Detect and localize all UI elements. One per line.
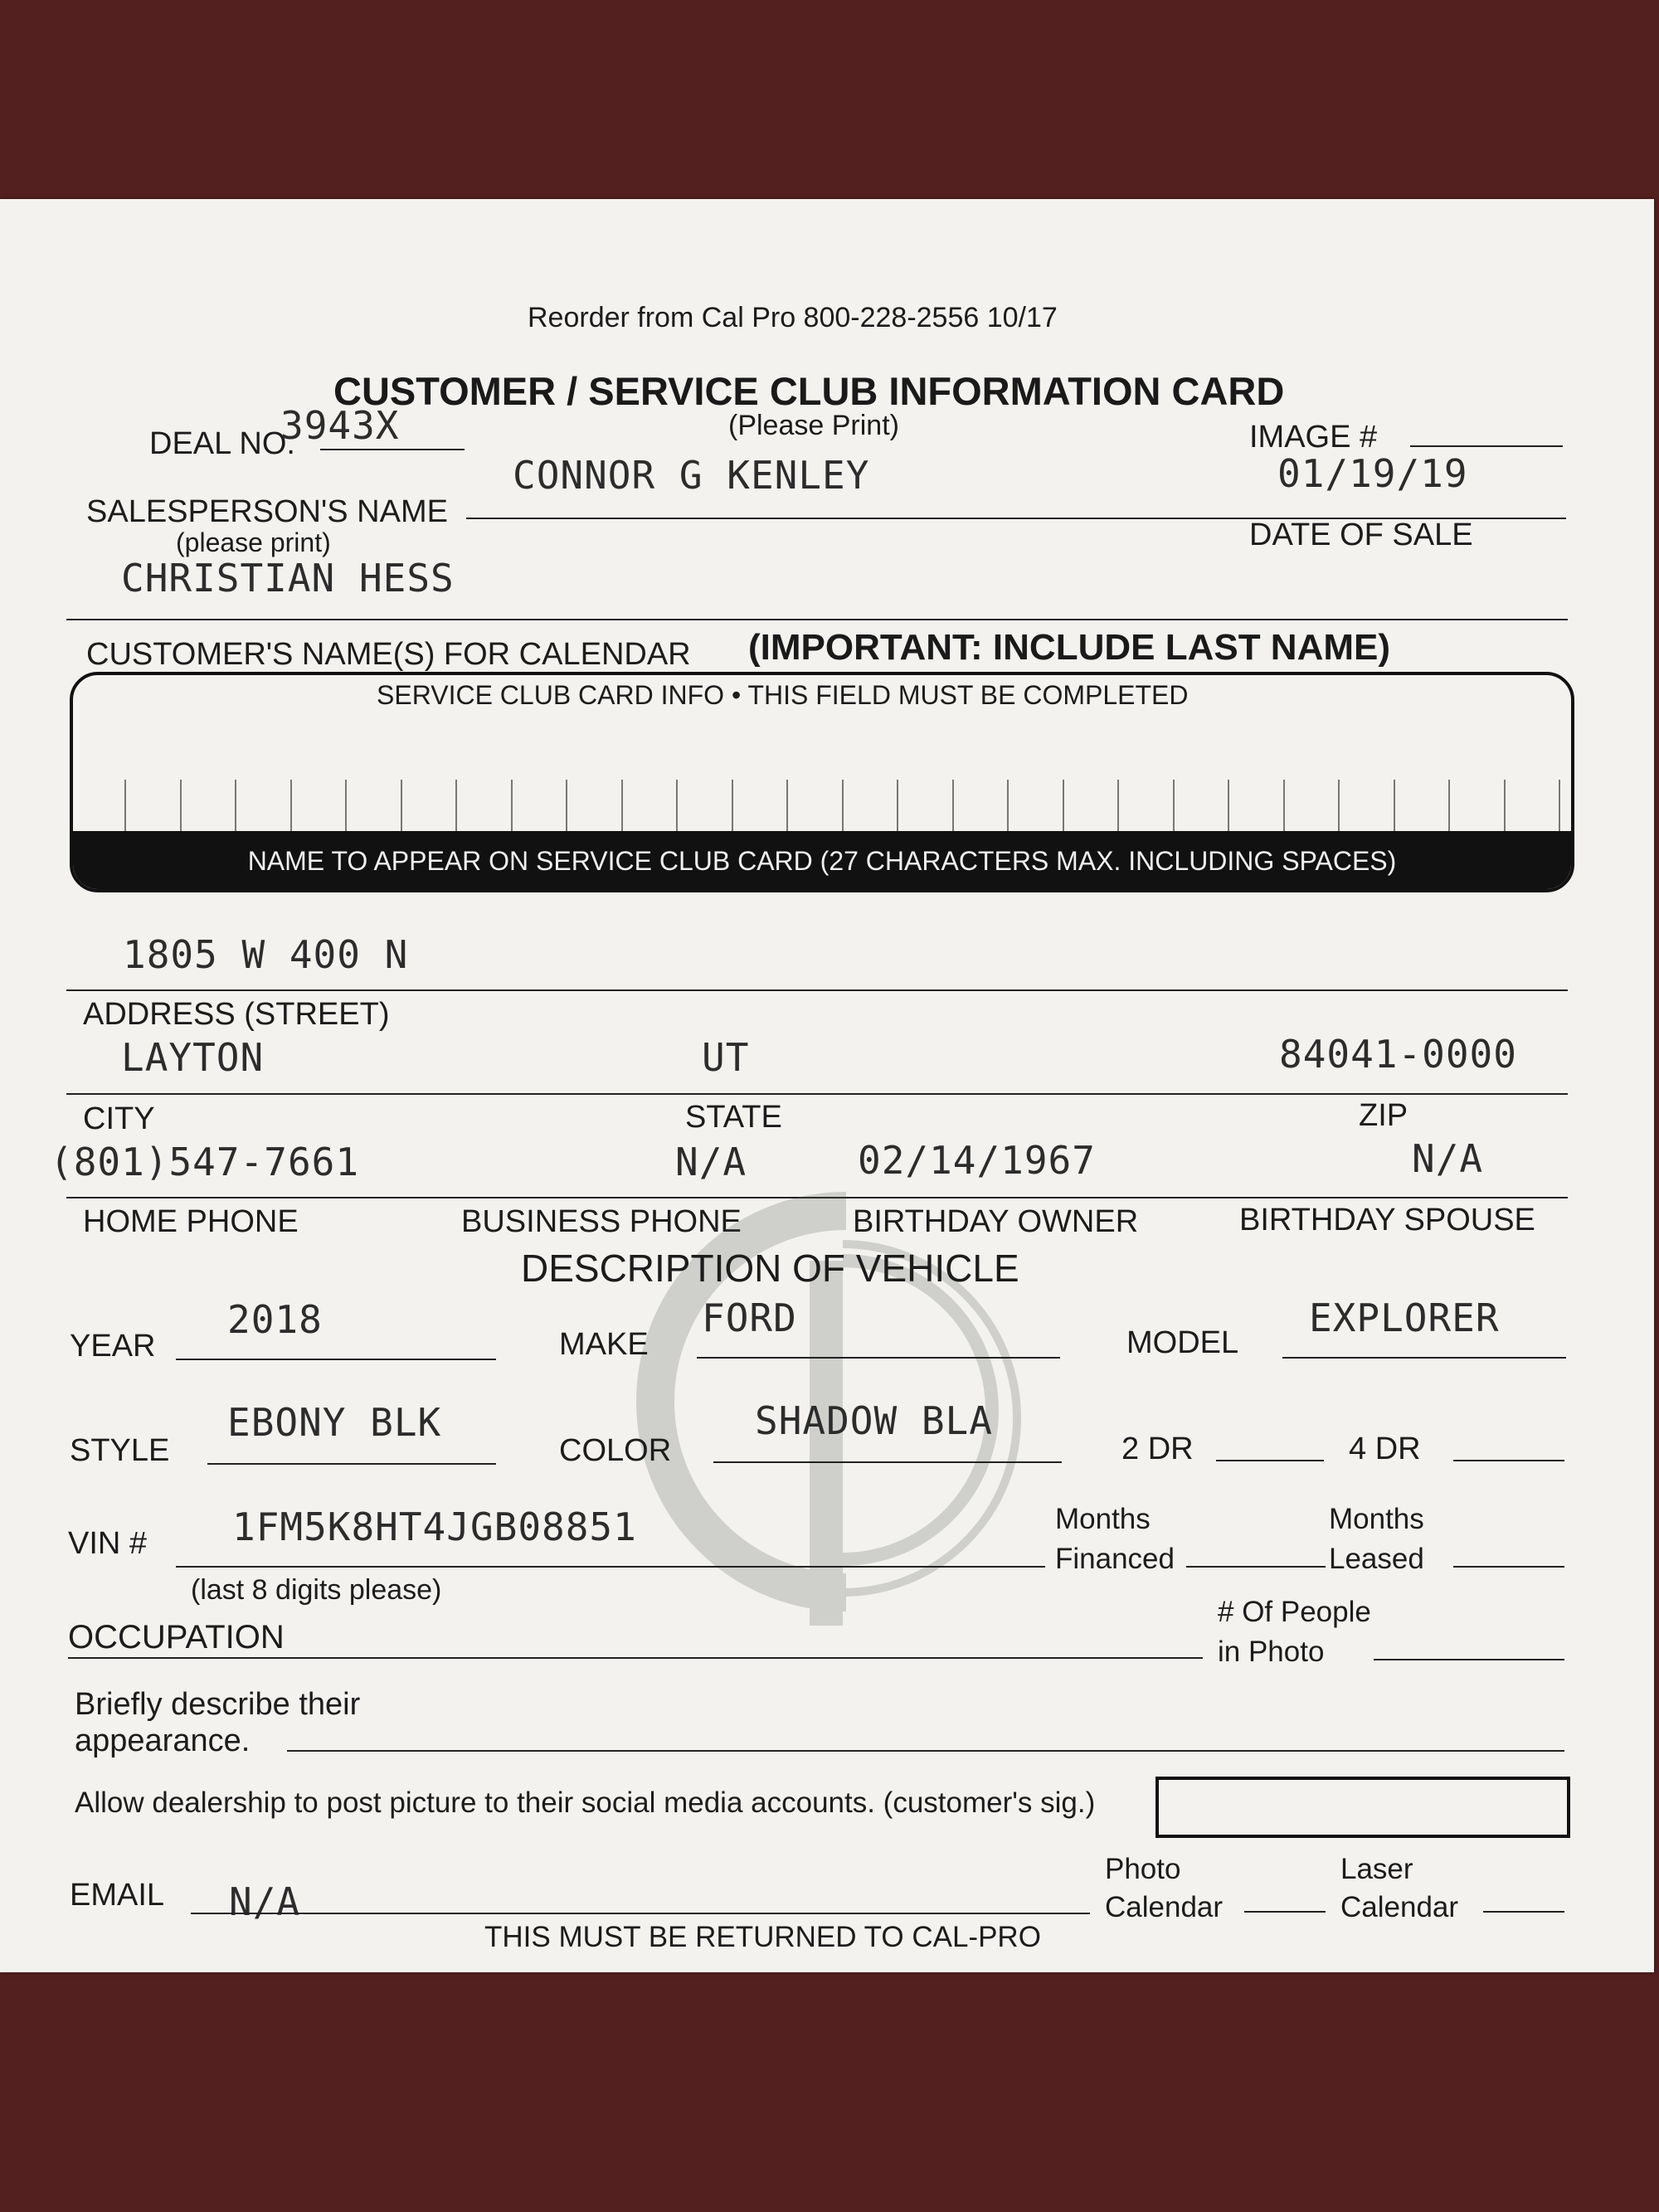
salesperson-bottom-line [66,619,1568,620]
model-label: MODEL [1126,1325,1239,1360]
character-tick [1283,780,1285,831]
image-no-line [1410,445,1563,447]
style-line [207,1463,496,1465]
vehicle-heading: DESCRIPTION OF VEHICLE [521,1247,1019,1290]
four-door-line[interactable] [1453,1460,1564,1461]
birthday-owner-value[interactable]: 02/14/1967 [858,1138,1096,1183]
return-notice: THIS MUST BE RETURNED TO CAL-PRO [484,1921,1041,1953]
character-tick [290,780,292,831]
color-label: COLOR [559,1433,672,1468]
city-value[interactable]: LAYTON [121,1035,265,1080]
service-club-info-label: SERVICE CLUB CARD INFO • THIS FIELD MUST BE COMPLETED [377,680,1189,710]
character-tick [1063,780,1064,831]
deal-no-line [320,449,465,450]
appearance-line[interactable] [287,1750,1564,1752]
make-value[interactable]: FORD [702,1296,797,1340]
character-tick [1007,780,1009,831]
character-tick [511,780,513,831]
appearance-label-2: appearance. [75,1723,251,1758]
months-financed-label-1: Months [1055,1503,1151,1535]
information-card [0,199,1654,1972]
email-line [191,1913,1090,1914]
character-tick [455,780,457,831]
date-of-sale-label: DATE OF SALE [1249,518,1473,552]
email-value[interactable]: N/A [229,1879,301,1924]
birthday-spouse-value[interactable]: N/A [1412,1136,1484,1181]
vin-label: VIN # [68,1526,148,1561]
reorder-info: Reorder from Cal Pro 800-228-2556 10/17 [528,302,1058,333]
character-tick [676,780,678,831]
character-tick [566,780,567,831]
deal-no-label: DEAL NO. [149,426,295,461]
please-print-small: (please print) [176,527,331,557]
people-in-photo-line[interactable] [1374,1659,1564,1660]
photo-calendar-label-2: Calendar [1105,1891,1224,1923]
vin-line [176,1566,1045,1568]
character-tick [1394,780,1395,831]
zip-value[interactable]: 84041-0000 [1279,1032,1517,1077]
occupation-label: OCCUPATION [68,1619,285,1655]
character-tick [1559,780,1560,831]
appearance-label-1: Briefly describe their [75,1687,361,1722]
address-line [66,989,1568,991]
vin-note: (last 8 digits please) [191,1574,442,1606]
character-tick [345,780,347,831]
home-phone-value[interactable]: (801)547-7661 [50,1140,360,1184]
months-financed-label-2: Financed [1055,1543,1175,1575]
character-tick [897,780,898,831]
email-label: EMAIL [70,1878,165,1913]
months-leased-line[interactable] [1453,1566,1564,1568]
color-line [713,1461,1062,1463]
customer-signature-box[interactable] [1155,1777,1570,1838]
card-title: CUSTOMER / SERVICE CLUB INFORMATION CARD [333,369,1285,413]
year-label: YEAR [70,1329,156,1364]
character-tick [786,780,788,831]
laser-calendar-label-2: Calendar [1340,1891,1459,1923]
customer-names-label: CUSTOMER'S NAME(S) FOR CALENDAR [86,637,691,672]
character-tick [124,780,126,831]
street-value[interactable]: 1805 W 400 N [123,932,409,977]
style-label: STYLE [70,1433,170,1468]
customer-name-value[interactable]: CONNOR G KENLEY [513,453,870,498]
months-financed-line[interactable] [1186,1566,1326,1568]
laser-calendar-line[interactable] [1483,1911,1564,1913]
laser-calendar-label-1: Laser [1340,1853,1413,1885]
character-tick [952,780,954,831]
character-tick [401,780,402,831]
style-value[interactable]: EBONY BLK [227,1400,442,1445]
people-in-photo-label-1: # Of People [1218,1596,1371,1628]
character-tick [180,780,182,831]
color-value[interactable]: SHADOW BLA [755,1398,993,1443]
character-tick [1173,780,1175,831]
two-door-label: 2 DR [1121,1432,1194,1466]
months-leased-label-2: Leased [1329,1543,1424,1575]
address-label: ADDRESS (STREET) [83,997,390,1032]
salesperson-line [466,518,1566,519]
please-print-note: (Please Print) [728,410,899,441]
salesperson-value[interactable]: CHRISTIAN HESS [121,556,455,600]
vin-value[interactable]: 1FM5K8HT4JGB08851 [232,1505,637,1549]
model-value[interactable]: EXPLORER [1309,1296,1500,1340]
months-leased-label-1: Months [1329,1503,1424,1535]
character-tick [1228,780,1229,831]
business-phone-value[interactable]: N/A [675,1140,747,1184]
character-tick [1448,780,1450,831]
deal-no-value[interactable]: 3943X [280,403,400,448]
photo-calendar-label-1: Photo [1105,1853,1181,1885]
character-tick [1117,780,1119,831]
photo-calendar-line[interactable] [1244,1911,1326,1913]
make-label: MAKE [559,1327,649,1362]
occupation-line[interactable] [68,1657,1203,1659]
character-tick [1504,780,1506,831]
city-label: CITY [83,1101,155,1136]
date-of-sale-value[interactable]: 01/19/19 [1277,451,1468,496]
character-tick [1338,780,1340,831]
year-line [176,1359,496,1360]
two-door-line[interactable] [1216,1460,1324,1461]
state-label: STATE [685,1100,782,1135]
make-line [697,1357,1060,1359]
salesperson-label: SALESPERSON'S NAME [86,494,448,529]
business-phone-label: BUSINESS PHONE [461,1204,742,1239]
service-club-band: NAME TO APPEAR ON SERVICE CLUB CARD (27 CHARACTERS MAX. INCLUDING SPACES) [73,831,1571,889]
state-value[interactable]: UT [702,1035,750,1080]
image-no-label: IMAGE # [1249,420,1378,455]
service-club-box[interactable] [70,672,1574,892]
birthday-spouse-label: BIRTHDAY SPOUSE [1239,1203,1535,1237]
zip-label: ZIP [1359,1098,1408,1133]
birthday-owner-label: BIRTHDAY OWNER [853,1204,1139,1239]
people-in-photo-label-2: in Photo [1218,1636,1325,1668]
character-tick [842,780,844,831]
model-line [1282,1357,1566,1359]
year-value[interactable]: 2018 [227,1297,323,1342]
city-line [66,1093,1568,1095]
character-tick [235,780,236,831]
character-tick [732,780,733,831]
important-note: (IMPORTANT: INCLUDE LAST NAME) [748,627,1390,668]
character-tick [621,780,623,831]
home-phone-label: HOME PHONE [83,1204,299,1239]
four-door-label: 4 DR [1349,1432,1421,1466]
social-media-label: Allow dealership to post picture to their social media accounts. (customer's sig.) [75,1787,1096,1819]
